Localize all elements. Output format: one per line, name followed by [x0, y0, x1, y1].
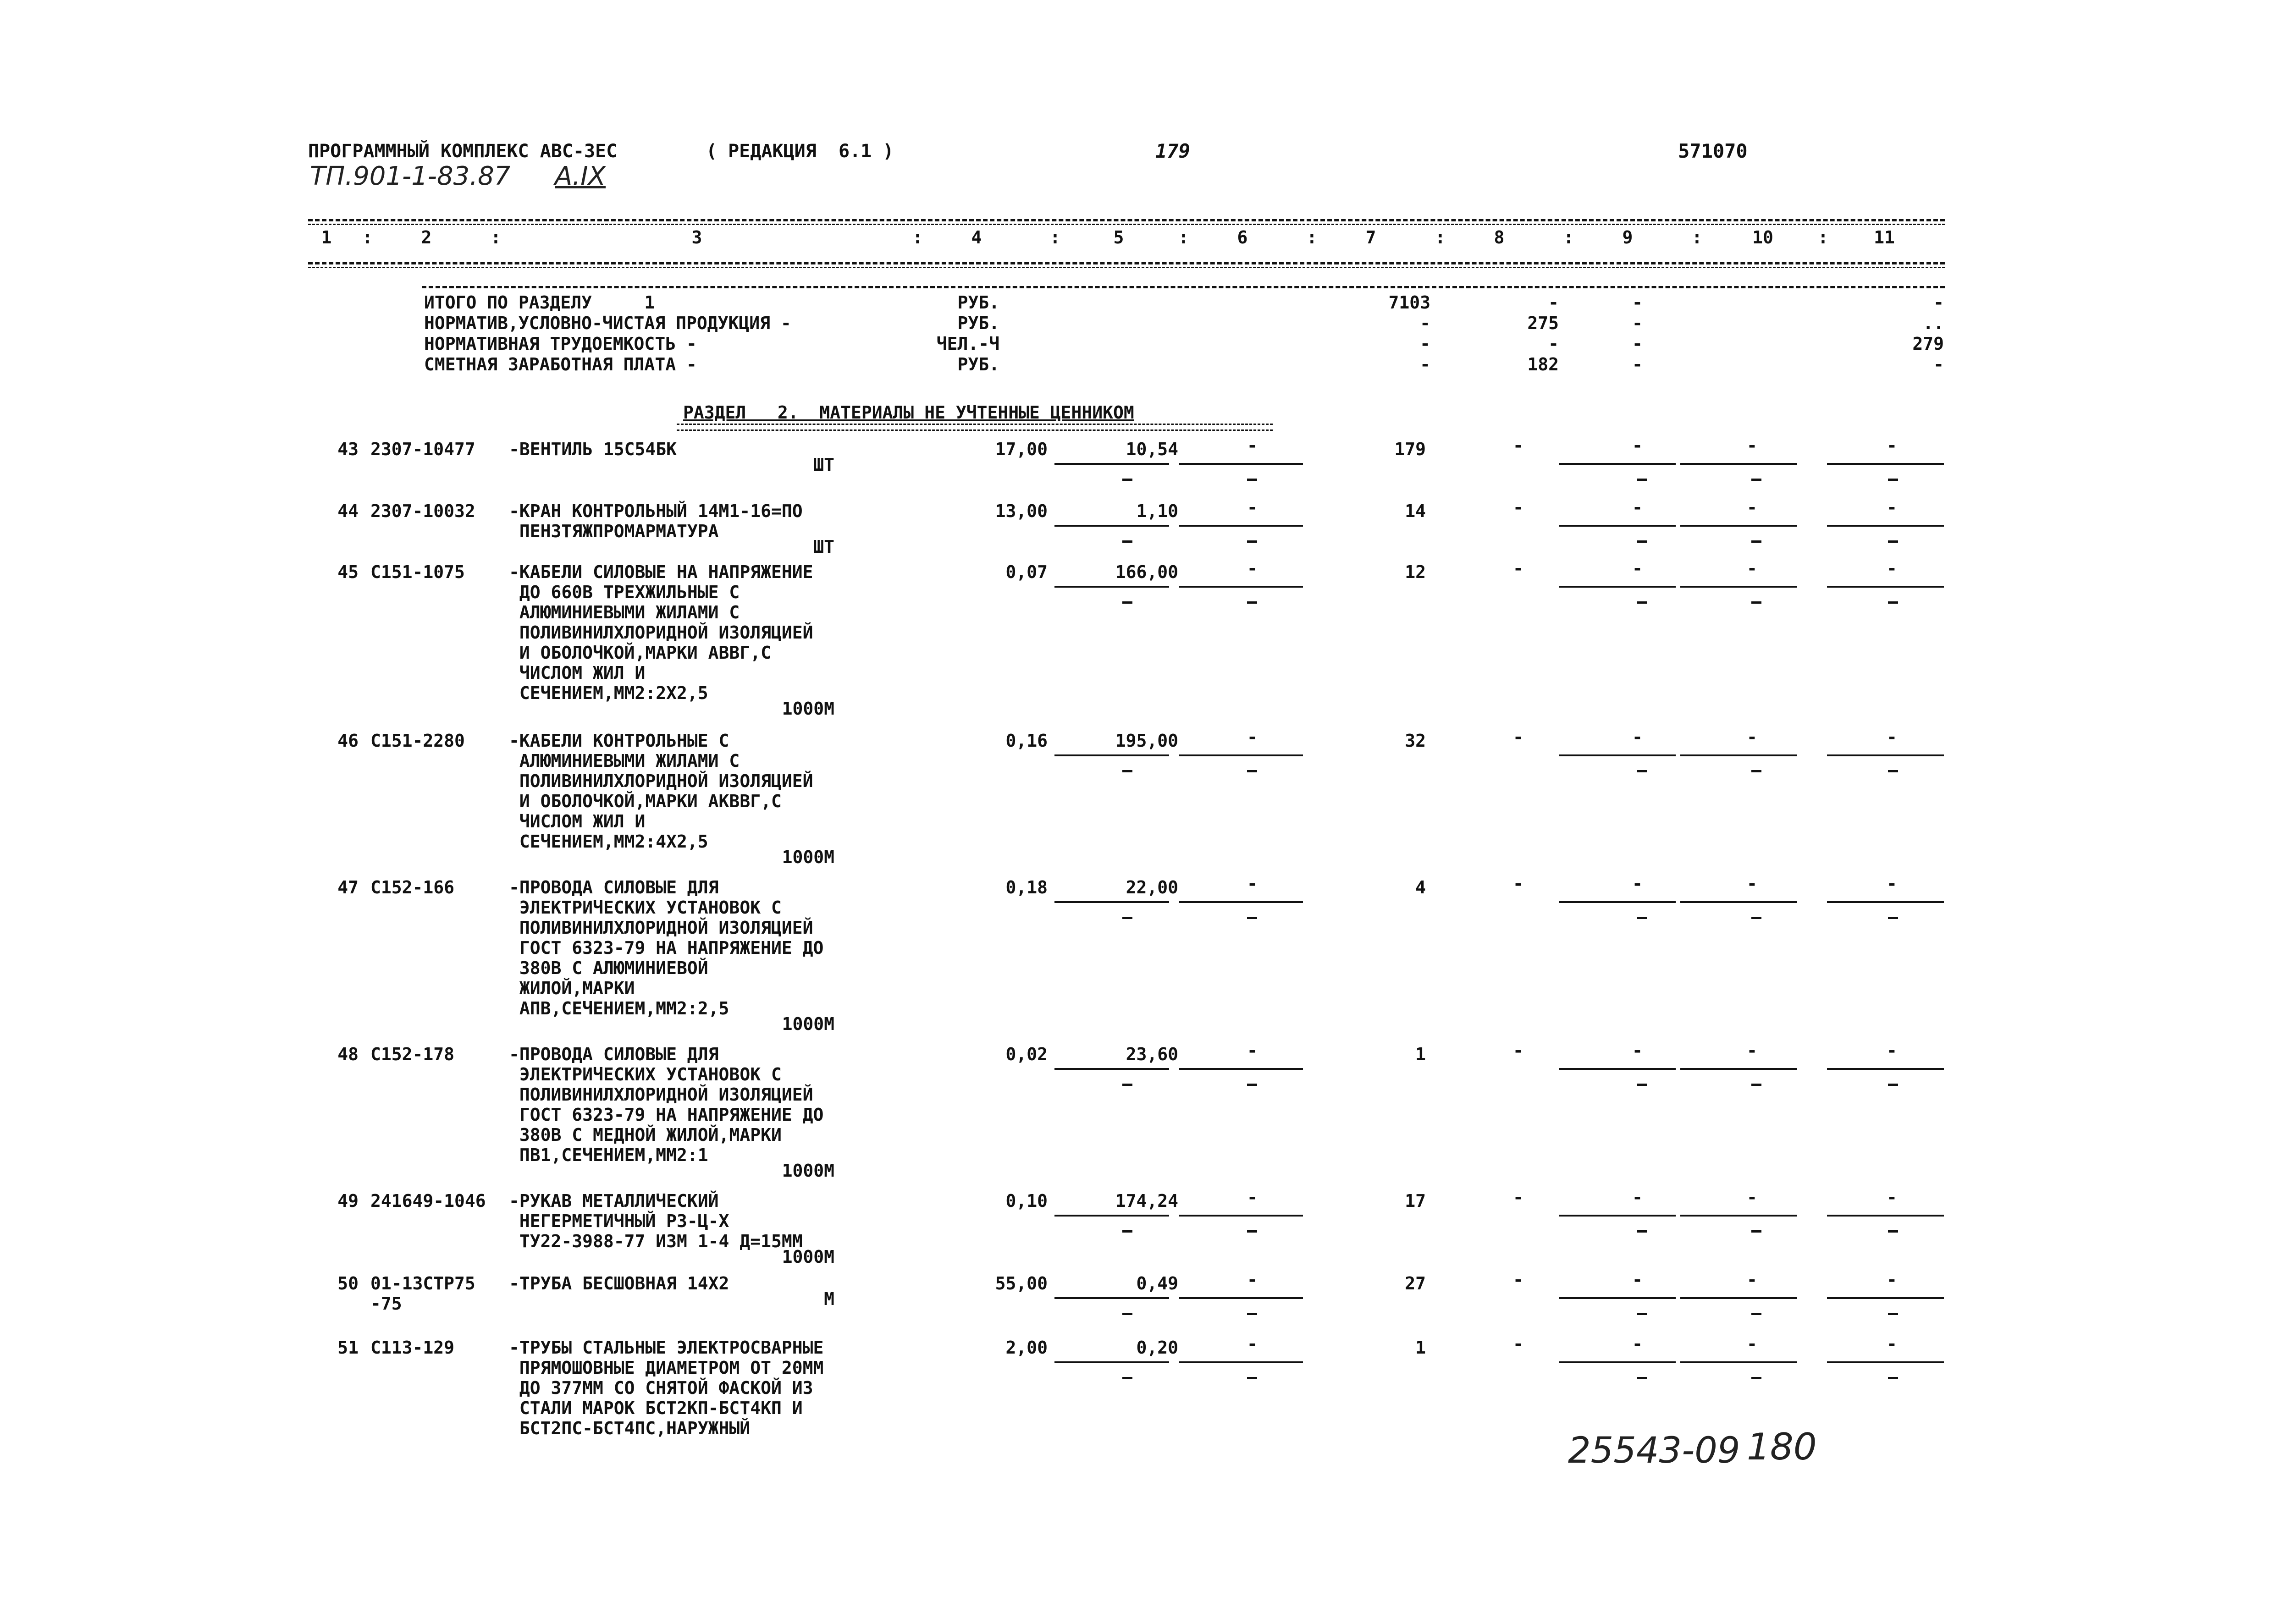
item-col9: -	[1632, 874, 1643, 894]
item-col6: -	[1247, 1040, 1258, 1061]
price-zero-dash	[1122, 601, 1132, 604]
item-col8: -	[1513, 497, 1523, 517]
summary-col11: -	[1933, 292, 1944, 313]
col9-underline	[1559, 1297, 1676, 1299]
item-col7: 14	[1405, 501, 1426, 521]
item-col11: -	[1887, 874, 1897, 894]
col6-zero-dash	[1247, 1084, 1257, 1086]
item-col8: -	[1513, 727, 1523, 747]
column-header-6: 6	[1237, 227, 1248, 248]
item-unit: 1000М	[782, 699, 834, 719]
summary-col9: -	[1632, 354, 1643, 374]
col11-underline	[1827, 1297, 1944, 1299]
col9-underline	[1559, 901, 1676, 903]
col10-underline	[1680, 1215, 1797, 1217]
item-price: 166,00	[1115, 562, 1178, 582]
item-price: 1,10	[1136, 501, 1178, 521]
summary-label: НОРМАТИВНАЯ ТРУДОЕМКОСТЬ -	[424, 334, 697, 354]
col6-underline	[1179, 1068, 1303, 1070]
summary-label: ИТОГО ПО РАЗДЕЛУ 1	[424, 292, 655, 313]
item-col7: 17	[1405, 1191, 1426, 1211]
col6-underline	[1179, 1215, 1303, 1217]
column-separator: :	[1563, 227, 1574, 248]
item-col11: -	[1887, 435, 1897, 456]
price-underline	[1054, 1068, 1169, 1070]
price-zero-dash	[1122, 917, 1132, 919]
summary-col8: 275	[1527, 313, 1559, 333]
item-col9: -	[1632, 497, 1643, 517]
item-code: 241649-1046	[370, 1191, 486, 1211]
summary-col9: -	[1632, 313, 1643, 333]
col10-underline	[1680, 754, 1797, 756]
item-number: 48	[337, 1044, 359, 1064]
price-zero-dash	[1122, 540, 1132, 543]
item-col8: -	[1513, 435, 1523, 456]
item-col7: 32	[1405, 731, 1426, 751]
col11-zero-dash	[1888, 1377, 1898, 1379]
item-number: 43	[337, 439, 359, 459]
item-code: С152-178	[370, 1044, 455, 1064]
item-col6: -	[1247, 727, 1258, 747]
item-description-line: ЭЛЕКТРИЧЕСКИХ УСТАНОВОК С	[509, 897, 782, 918]
footer-doc-number-handwritten: 25543-09	[1568, 1430, 1740, 1471]
col10-zero-dash	[1751, 770, 1761, 772]
item-description-line: ПОЛИВИНИЛХЛОРИДНОЙ ИЗОЛЯЦИЕЙ	[509, 918, 813, 938]
section-title-underline	[677, 424, 1273, 431]
col6-underline	[1179, 525, 1303, 527]
item-number: 49	[337, 1191, 359, 1211]
item-col9: -	[1632, 1040, 1643, 1061]
price-underline	[1054, 586, 1169, 588]
col6-zero-dash	[1247, 540, 1257, 543]
item-unit: 1000М	[782, 1161, 834, 1181]
item-description-line: ГОСТ 6323-79 НА НАПРЯЖЕНИЕ ДО	[509, 1105, 824, 1125]
item-description-line: ЧИСЛОМ ЖИЛ И	[509, 663, 646, 683]
column-header-9: 9	[1622, 227, 1633, 248]
col11-underline	[1827, 525, 1944, 527]
page-number: 179	[1155, 140, 1190, 162]
item-col7: 1	[1415, 1044, 1426, 1064]
col11-underline	[1827, 586, 1944, 588]
column-header-7: 7	[1365, 227, 1376, 248]
project-number-handwritten: ТП.901-1-83.87	[310, 161, 511, 191]
item-col6: -	[1247, 874, 1258, 894]
item-code: С113-129	[370, 1338, 455, 1358]
item-description-line: НЕГЕРМЕТИЧНЫЙ Р3-Ц-Х	[509, 1211, 729, 1231]
item-description-line: -ПРОВОДА СИЛОВЫЕ ДЛЯ	[509, 877, 719, 897]
col10-zero-dash	[1751, 479, 1761, 481]
col9-zero-dash	[1637, 770, 1647, 772]
col9-zero-dash	[1637, 917, 1647, 919]
item-col10: -	[1747, 1270, 1757, 1290]
summary-col11: 279	[1912, 334, 1944, 354]
item-quantity: 0,10	[1005, 1191, 1048, 1211]
col11-zero-dash	[1888, 917, 1898, 919]
col11-zero-dash	[1888, 1230, 1898, 1233]
col6-underline	[1179, 463, 1303, 465]
header-bottom-rule-2	[308, 267, 1945, 268]
item-code: 2307-10032	[370, 501, 475, 521]
item-code: С152-166	[370, 877, 455, 897]
price-zero-dash	[1122, 1377, 1132, 1379]
item-description-line: ПОЛИВИНИЛХЛОРИДНОЙ ИЗОЛЯЦИЕЙ	[509, 771, 813, 791]
summary-unit: ЧЕЛ.-Ч	[936, 334, 999, 354]
col11-zero-dash	[1888, 1313, 1898, 1315]
item-number: 47	[337, 877, 359, 897]
item-description-line: -ПРОВОДА СИЛОВЫЕ ДЛЯ	[509, 1044, 719, 1064]
column-header-11: 11	[1874, 227, 1895, 248]
item-description-line: ПРЯМОШОВНЫЕ ДИАМЕТРОМ ОТ 20ММ	[509, 1358, 824, 1378]
item-description-line: -КАБЕЛИ КОНТРОЛЬНЫЕ С	[509, 731, 729, 751]
item-description-line: СТАЛИ МАРОК БСТ2КП-БСТ4КП И	[509, 1398, 803, 1418]
item-quantity: 0,07	[1005, 562, 1048, 582]
item-description-line: 380В С МЕДНОЙ ЖИЛОЙ,МАРКИ	[509, 1125, 782, 1145]
col6-zero-dash	[1247, 601, 1257, 604]
column-header-4: 4	[971, 227, 982, 248]
item-price: 22,00	[1126, 877, 1178, 897]
col6-underline	[1179, 901, 1303, 903]
col10-underline	[1680, 463, 1797, 465]
col11-underline	[1827, 463, 1944, 465]
item-col7: 27	[1405, 1273, 1426, 1294]
summary-col7: -	[1420, 354, 1430, 374]
col9-underline	[1559, 525, 1676, 527]
col11-zero-dash	[1888, 601, 1898, 604]
column-separator: :	[1050, 227, 1060, 248]
col10-underline	[1680, 1361, 1797, 1363]
item-col10: -	[1747, 435, 1757, 456]
col11-zero-dash	[1888, 770, 1898, 772]
item-description-line: ПОЛИВИНИЛХЛОРИДНОЙ ИЗОЛЯЦИЕЙ	[509, 622, 813, 643]
item-code: 01-13СТР75	[370, 1273, 475, 1294]
section-title: РАЗДЕЛ 2. МАТЕРИАЛЫ НЕ УЧТЕННЫЕ ЦЕННИКОМ	[683, 402, 1134, 423]
item-description-line: АПВ,СЕЧЕНИЕМ,ММ2:2,5	[509, 998, 729, 1018]
col11-zero-dash	[1888, 1084, 1898, 1086]
item-col8: -	[1513, 558, 1523, 578]
item-description-line: -ВЕНТИЛЬ 15С54БК	[509, 439, 677, 459]
summary-col7: 7103	[1388, 292, 1430, 313]
col10-underline	[1680, 901, 1797, 903]
price-underline	[1054, 525, 1169, 527]
item-quantity: 0,02	[1005, 1044, 1048, 1064]
item-col9: -	[1632, 727, 1643, 747]
col11-underline	[1827, 1068, 1944, 1070]
item-description-line: ГОСТ 6323-79 НА НАПРЯЖЕНИЕ ДО	[509, 938, 824, 958]
item-description-line: 380В С АЛЮМИНИЕВОЙ	[509, 958, 708, 978]
document-code: 571070	[1678, 140, 1748, 162]
item-unit: 1000М	[782, 1014, 834, 1034]
col9-zero-dash	[1637, 601, 1647, 604]
item-number: 46	[337, 731, 359, 751]
col10-underline	[1680, 586, 1797, 588]
item-quantity: 13,00	[995, 501, 1048, 521]
item-description-line: ЭЛЕКТРИЧЕСКИХ УСТАНОВОК С	[509, 1064, 782, 1085]
item-quantity: 0,16	[1005, 731, 1048, 751]
col9-zero-dash	[1637, 1230, 1647, 1233]
item-price: 23,60	[1126, 1044, 1178, 1064]
col6-zero-dash	[1247, 479, 1257, 481]
col11-zero-dash	[1888, 479, 1898, 481]
column-separator: :	[912, 227, 923, 248]
item-col9: -	[1632, 1270, 1643, 1290]
item-description-line: ДО 660В ТРЕХЖИЛЬНЫЕ С	[509, 582, 740, 602]
item-col8: -	[1513, 1187, 1523, 1207]
summary-col8: -	[1548, 292, 1559, 313]
col11-underline	[1827, 754, 1944, 756]
item-col10: -	[1747, 727, 1757, 747]
item-col7: 4	[1415, 877, 1426, 897]
column-separator: :	[1307, 227, 1317, 248]
column-separator: :	[1178, 227, 1189, 248]
item-description-line: СЕЧЕНИЕМ,ММ2:2Х2,5	[509, 683, 708, 703]
header-top-rule-2	[308, 224, 1945, 225]
price-underline	[1054, 1297, 1169, 1299]
col9-underline	[1559, 1361, 1676, 1363]
col9-zero-dash	[1637, 540, 1647, 543]
item-col6: -	[1247, 558, 1258, 578]
col10-underline	[1680, 1297, 1797, 1299]
item-description-line: -ТРУБА БЕСШОВНАЯ 14Х2	[509, 1273, 729, 1294]
item-description-line: ТУ22-3988-77 ИЗМ 1-4 Д=15ММ	[509, 1231, 803, 1251]
album-number-handwritten: А.IX	[555, 161, 606, 191]
column-separator: :	[491, 227, 501, 248]
col6-underline	[1179, 1361, 1303, 1363]
price-zero-dash	[1122, 1313, 1132, 1315]
item-description-line: -КАБЕЛИ СИЛОВЫЕ НА НАПРЯЖЕНИЕ	[509, 562, 813, 582]
column-header-8: 8	[1494, 227, 1505, 248]
price-underline	[1054, 1361, 1169, 1363]
item-code: С151-1075	[370, 562, 465, 582]
summary-col7: -	[1420, 334, 1430, 354]
item-number: 50	[337, 1273, 359, 1294]
item-unit: 1000М	[782, 1247, 834, 1267]
item-description-line: ПВ1,СЕЧЕНИЕМ,ММ2:1	[509, 1145, 708, 1165]
col9-underline	[1559, 586, 1676, 588]
col11-zero-dash	[1888, 540, 1898, 543]
column-separator: :	[1818, 227, 1828, 248]
item-number: 45	[337, 562, 359, 582]
item-description-line: И ОБОЛОЧКОЙ,МАРКИ АВВГ,С	[509, 643, 771, 663]
item-col9: -	[1632, 1334, 1643, 1354]
item-quantity: 55,00	[995, 1273, 1048, 1294]
item-price: 10,54	[1126, 439, 1178, 459]
price-underline	[1054, 754, 1169, 756]
column-header-1: 1	[321, 227, 332, 248]
col6-zero-dash	[1247, 1313, 1257, 1315]
item-description-line: ЖИЛОЙ,МАРКИ	[509, 978, 635, 998]
summary-col9: -	[1632, 292, 1643, 313]
item-description-line: ДО 377ММ СО СНЯТОЙ ФАСКОЙ ИЗ	[509, 1378, 813, 1398]
item-col8: -	[1513, 1334, 1523, 1354]
item-col6: -	[1247, 497, 1258, 517]
item-col10: -	[1747, 1040, 1757, 1061]
item-description-line: ПЕНЗТЯЖПРОМАРМАТУРА	[509, 521, 719, 541]
item-col6: -	[1247, 1334, 1258, 1354]
price-zero-dash	[1122, 479, 1132, 481]
item-col8: -	[1513, 1040, 1523, 1061]
price-zero-dash	[1122, 1230, 1132, 1233]
item-col11: -	[1887, 1040, 1897, 1061]
column-header-2: 2	[421, 227, 432, 248]
item-col8: -	[1513, 1270, 1523, 1290]
summary-label: НОРМАТИВ,УСЛОВНО-ЧИСТАЯ ПРОДУКЦИЯ -	[424, 313, 791, 333]
item-quantity: 17,00	[995, 439, 1048, 459]
summary-label: СМЕТНАЯ ЗАРАБОТНАЯ ПЛАТА -	[424, 354, 697, 374]
item-col9: -	[1632, 435, 1643, 456]
item-col10: -	[1747, 497, 1757, 517]
item-col7: 179	[1394, 439, 1426, 459]
col10-zero-dash	[1751, 601, 1761, 604]
summary-unit: РУБ.	[957, 292, 999, 313]
summary-col8: 182	[1527, 354, 1559, 374]
summary-col9: -	[1632, 334, 1643, 354]
col9-zero-dash	[1637, 1377, 1647, 1379]
column-separator: :	[1435, 227, 1446, 248]
summary-unit: РУБ.	[957, 313, 999, 333]
col10-zero-dash	[1751, 1230, 1761, 1233]
item-col7: 12	[1405, 562, 1426, 582]
item-col11: -	[1887, 1187, 1897, 1207]
item-description-line: -РУКАВ МЕТАЛЛИЧЕСКИЙ	[509, 1191, 719, 1211]
col6-underline	[1179, 754, 1303, 756]
summary-unit: РУБ.	[957, 354, 999, 374]
col10-zero-dash	[1751, 1377, 1761, 1379]
col10-zero-dash	[1751, 1084, 1761, 1086]
item-col10: -	[1747, 1187, 1757, 1207]
col6-zero-dash	[1247, 1377, 1257, 1379]
item-quantity: 0,18	[1005, 877, 1048, 897]
item-price: 0,20	[1136, 1338, 1178, 1358]
column-separator: :	[1692, 227, 1702, 248]
item-col11: -	[1887, 1270, 1897, 1290]
col9-underline	[1559, 1215, 1676, 1217]
col9-underline	[1559, 463, 1676, 465]
item-description-line: БСТ2ПС-БСТ4ПС,НАРУЖНЫЙ	[509, 1418, 751, 1438]
col10-underline	[1680, 1068, 1797, 1070]
item-unit: ШТ	[813, 455, 834, 475]
col6-zero-dash	[1247, 917, 1257, 919]
edition-label: ( РЕДАКЦИЯ 6.1 )	[706, 141, 894, 162]
item-description-line: АЛЮМИНИЕВЫМИ ЖИЛАМИ С	[509, 751, 740, 771]
item-code-continued: -75	[370, 1294, 402, 1314]
price-underline	[1054, 1215, 1169, 1217]
item-col10: -	[1747, 1334, 1757, 1354]
item-col7: 1	[1415, 1338, 1426, 1358]
header-bottom-rule	[308, 262, 1945, 264]
column-header-10: 10	[1752, 227, 1773, 248]
column-separator: :	[362, 227, 373, 248]
summary-col8: -	[1548, 334, 1559, 354]
item-code: С151-2280	[370, 731, 465, 751]
footer-sheet-number-handwritten: 180	[1747, 1426, 1817, 1468]
item-price: 195,00	[1115, 731, 1178, 751]
item-number: 51	[337, 1338, 359, 1358]
item-description-line: СЕЧЕНИЕМ,ММ2:4Х2,5	[509, 831, 708, 852]
col10-underline	[1680, 525, 1797, 527]
item-description-line: -КРАН КОНТРОЛЬНЫЙ 14М1-16=ПО	[509, 501, 803, 521]
item-unit: М	[824, 1289, 834, 1309]
col9-zero-dash	[1637, 1084, 1647, 1086]
item-description-line: -ТРУБЫ СТАЛЬНЫЕ ЭЛЕКТРОСВАРНЫЕ	[509, 1338, 824, 1358]
col6-zero-dash	[1247, 770, 1257, 772]
item-unit: ШТ	[813, 537, 834, 557]
price-zero-dash	[1122, 770, 1132, 772]
col10-zero-dash	[1751, 1313, 1761, 1315]
item-number: 44	[337, 501, 359, 521]
item-price: 0,49	[1136, 1273, 1178, 1294]
column-header-5: 5	[1113, 227, 1124, 248]
item-description-line: И ОБОЛОЧКОЙ,МАРКИ АКВВГ,С	[509, 791, 782, 811]
col6-underline	[1179, 586, 1303, 588]
item-col9: -	[1632, 1187, 1643, 1207]
item-col9: -	[1632, 558, 1643, 578]
price-zero-dash	[1122, 1084, 1132, 1086]
col10-zero-dash	[1751, 540, 1761, 543]
price-underline	[1054, 901, 1169, 903]
item-price: 174,24	[1115, 1191, 1178, 1211]
col9-zero-dash	[1637, 479, 1647, 481]
item-col11: -	[1887, 558, 1897, 578]
item-code: 2307-10477	[370, 439, 475, 459]
summary-col11: -	[1933, 354, 1944, 374]
col11-underline	[1827, 1361, 1944, 1363]
col6-underline	[1179, 1297, 1303, 1299]
item-col6: -	[1247, 435, 1258, 456]
summary-top-rule	[422, 286, 1945, 288]
item-col11: -	[1887, 1334, 1897, 1354]
column-header-3: 3	[691, 227, 702, 248]
col11-underline	[1827, 901, 1944, 903]
item-description-line: АЛЮМИНИЕВЫМИ ЖИЛАМИ С	[509, 602, 740, 622]
col10-zero-dash	[1751, 917, 1761, 919]
item-quantity: 2,00	[1005, 1338, 1048, 1358]
col9-underline	[1559, 1068, 1676, 1070]
item-col6: -	[1247, 1187, 1258, 1207]
col9-zero-dash	[1637, 1313, 1647, 1315]
col6-zero-dash	[1247, 1230, 1257, 1233]
item-unit: 1000М	[782, 847, 834, 867]
summary-col11: ..	[1923, 313, 1944, 333]
col9-underline	[1559, 754, 1676, 756]
item-col10: -	[1747, 558, 1757, 578]
item-col10: -	[1747, 874, 1757, 894]
header-top-rule	[308, 219, 1945, 221]
item-col11: -	[1887, 497, 1897, 517]
item-description-line: ПОЛИВИНИЛХЛОРИДНОЙ ИЗОЛЯЦИЕЙ	[509, 1085, 813, 1105]
program-title: ПРОГРАММНЫЙ КОМПЛЕКС АВС-3ЕС	[308, 141, 618, 162]
summary-col7: -	[1420, 313, 1430, 333]
item-col8: -	[1513, 874, 1523, 894]
item-col6: -	[1247, 1270, 1258, 1290]
price-underline	[1054, 463, 1169, 465]
col11-underline	[1827, 1215, 1944, 1217]
item-col11: -	[1887, 727, 1897, 747]
item-description-line: ЧИСЛОМ ЖИЛ И	[509, 811, 646, 831]
